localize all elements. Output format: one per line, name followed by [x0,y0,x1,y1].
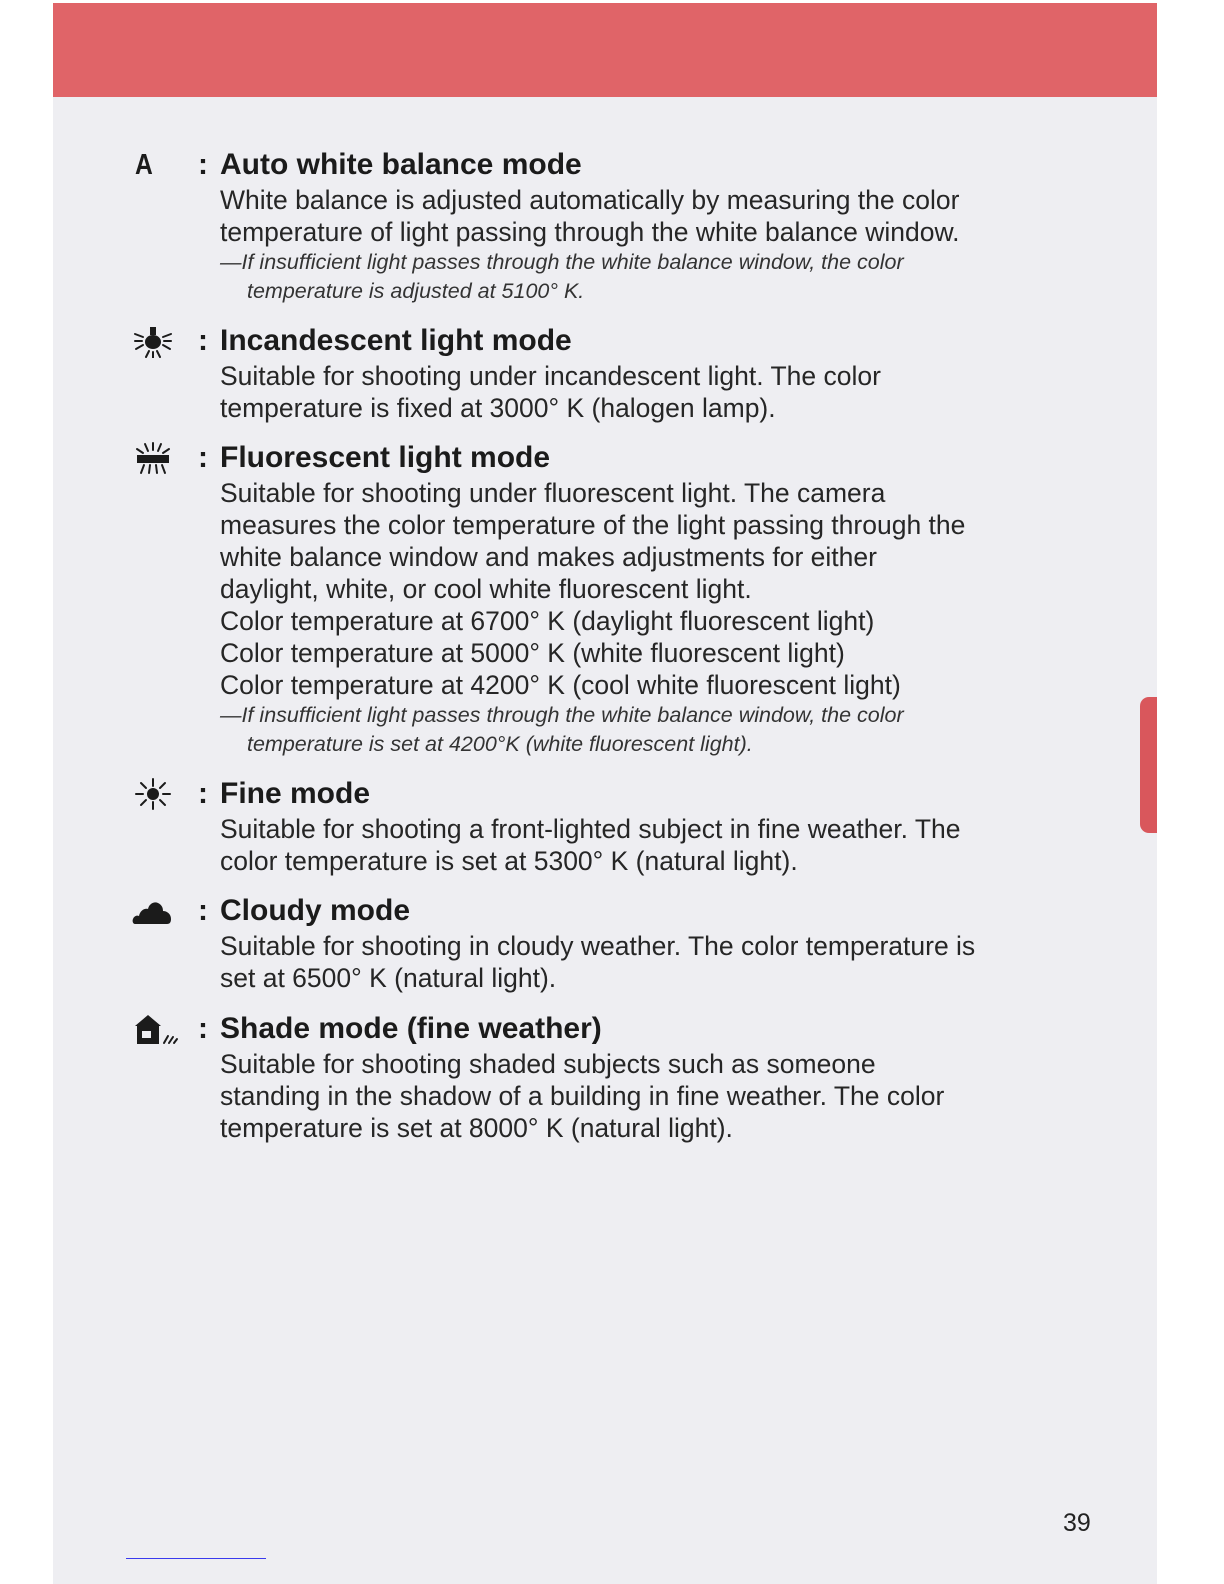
entry-title: Cloudy mode [220,894,411,927]
entry-colon: : [198,148,208,181]
body-line: set at 6500° K (natural light). [220,963,557,993]
body-line: color temperature is set at 5300° K (natural light). [220,846,798,876]
manual-page [53,3,1157,1584]
body-line: Suitable for shooting under incandescent light. The color [220,361,881,391]
entry-note [220,248,1120,306]
body-line: Color temperature at 5000° K (white fluorescent light) [220,638,845,668]
body-line: temperature of light passing through the white balance window. [220,217,960,247]
entry-body [220,360,1120,424]
entry-title: Fine mode [220,777,371,810]
entry-note [220,701,1120,759]
body-line: Color temperature at 6700° K (daylight fluorescent light) [220,606,875,636]
auto-mode-symbol [131,148,181,182]
note-line: temperature is adjusted at 5100° K. [247,279,585,303]
entry-title: Shade mode (fine weather) [220,1012,602,1045]
entry-title: Auto white balance mode [220,148,582,181]
body-line: Suitable for shooting shaded subjects such as someone [220,1049,876,1079]
entry-colon: : [198,324,208,357]
note-line: —If insufficient light passes through the white balance window, the color [220,250,904,274]
body-line: standing in the shadow of a building in fine weather. The color [220,1081,945,1111]
entry-body [220,184,1120,306]
body-line: temperature is set at 8000° K (natural light). [220,1113,733,1143]
entry-body [220,1048,1120,1144]
entry-colon: : [198,1012,208,1045]
entry-body [220,930,1120,994]
sun-icon [131,777,181,811]
entry-colon: : [198,894,208,927]
auto-mode-letter: A [135,149,153,181]
entry-colon: : [198,441,208,474]
entry-body [220,477,1120,759]
entry-body [220,813,1120,877]
cloud-icon [131,894,181,928]
body-line: White balance is adjusted automatically by measuring the color [220,185,960,215]
body-line: Color temperature at 4200° K (cool white fluorescent light) [220,670,901,700]
entry-colon: : [198,777,208,810]
body-line: daylight, white, or cool white fluorescent light. [220,574,752,604]
page-number: 39 [1063,1509,1091,1537]
body-line: Suitable for shooting a front-lighted subject in fine weather. The [220,814,961,844]
incandescent-icon [131,324,181,358]
header-band [53,3,1157,97]
body-line: measures the color temperature of the light passing through the [220,510,966,540]
shade-icon [131,1012,181,1046]
note-line: temperature is set at 4200°K (white fluorescent light). [247,732,753,756]
entry-title: Fluorescent light mode [220,441,551,474]
body-line: temperature is fixed at 3000° K (halogen lamp). [220,393,776,423]
entry-title: Incandescent light mode [220,324,572,357]
note-line: —If insufficient light passes through the white balance window, the color [220,703,904,727]
body-line: Suitable for shooting in cloudy weather. The color temperature is [220,931,976,961]
fluorescent-icon [131,441,181,475]
section-tab [1140,697,1157,833]
body-line: Suitable for shooting under fluorescent light. The camera [220,478,886,508]
footer-link-underline [126,1558,266,1559]
body-line: white balance window and makes adjustments for either [220,542,877,572]
